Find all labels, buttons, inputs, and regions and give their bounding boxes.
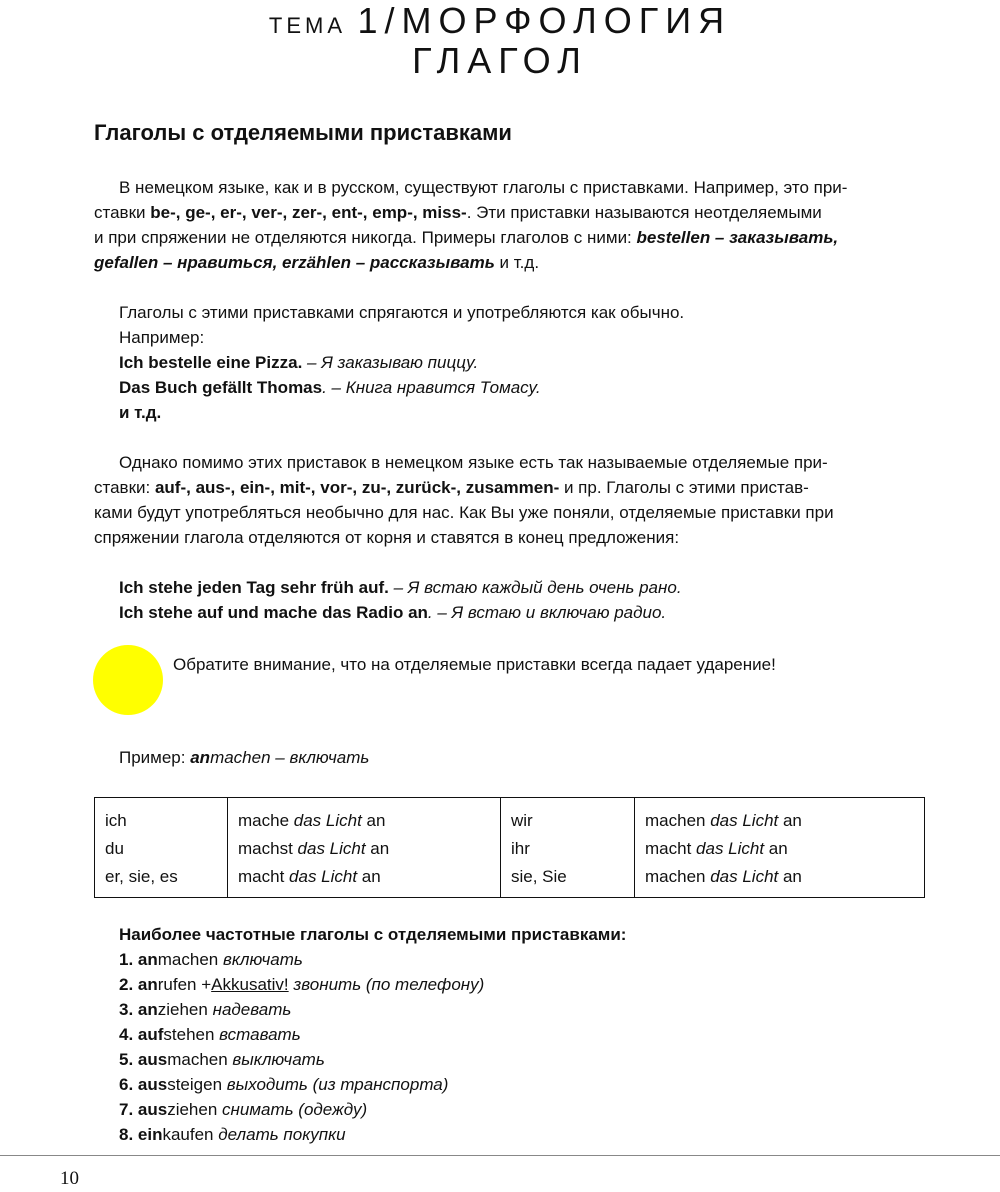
list-item	[119, 1000, 291, 1020]
translation: снимать (одежду)	[217, 1100, 368, 1119]
para2-line2: Например:	[119, 328, 205, 347]
verb-root: machen	[157, 950, 219, 969]
verb: machst	[238, 839, 298, 858]
object: das Licht	[710, 811, 779, 830]
text-run: ставки	[94, 203, 151, 222]
para3-line1: Однако помимо этих приставок в немецком языке есть так называемые отделяемые при-	[119, 453, 828, 472]
para1-line4	[94, 253, 539, 273]
example-line	[119, 748, 369, 768]
example-sentence	[119, 378, 541, 398]
prefix: an	[137, 975, 158, 994]
particle: an	[361, 811, 386, 830]
footer-divider	[0, 1155, 1000, 1156]
section-heading: Глаголы с отделяемыми приставками	[94, 120, 512, 145]
german-sentence: Das Buch gefällt Thomas	[119, 378, 323, 397]
example-sentence	[119, 353, 478, 373]
para3-line4: спряжении глагола отделяются от корня и ставятся в конец предложения:	[94, 528, 680, 547]
para1-line1: В немецком языке, как и в русском, существуют глаголы с приставками. Например, это при-	[119, 178, 848, 197]
verb: mache	[238, 811, 294, 830]
translation: выключать	[227, 1050, 325, 1069]
note-text: Обратите внимание, что на отделяемые приставки всегда падает ударение!	[173, 655, 776, 674]
object: das Licht	[297, 839, 366, 858]
particle: an	[365, 839, 390, 858]
pronoun: ich	[105, 811, 127, 830]
verb-root: ziehen	[157, 1000, 208, 1019]
german-sentence: Ich bestelle eine Pizza.	[119, 353, 303, 372]
list-item	[119, 975, 484, 995]
prefix: aus	[137, 1100, 168, 1119]
translation: выходить (из транспорта)	[222, 1075, 449, 1094]
item-number: 7.	[119, 1100, 138, 1119]
para2-line1: Глаголы с этими приставками спрягаются и употребляются как обычно.	[119, 303, 685, 322]
verb-example: bestellen – заказывать,	[636, 228, 839, 247]
verb-root: steigen	[167, 1075, 223, 1094]
object: das Licht	[293, 811, 362, 830]
prefix: ein	[137, 1125, 163, 1144]
frequent-heading: Наиболее частотные глаголы с отделяемыми приставками:	[119, 925, 627, 944]
para3-line3: ками будут употребляться необычно для нас. Как Вы уже поняли, отделяемые приставки при	[94, 503, 834, 522]
list-item	[119, 950, 303, 970]
verb-form	[238, 807, 490, 835]
particle: an	[778, 811, 802, 830]
list-item	[119, 1125, 346, 1145]
object: das Licht	[710, 867, 779, 886]
verb: macht	[238, 867, 290, 886]
verb: machen	[645, 867, 711, 886]
russian-translation: – Я встаю каждый день очень рано.	[388, 578, 682, 597]
verb-form	[645, 835, 914, 863]
example-sentence	[119, 603, 666, 623]
prefix: an	[137, 1000, 158, 1019]
yellow-circle-icon	[93, 645, 163, 715]
verb-form	[238, 863, 490, 891]
text-run: Пример:	[119, 748, 191, 767]
prefix: aus	[137, 1075, 168, 1094]
particle: an	[357, 867, 381, 886]
para3-line2	[94, 478, 809, 498]
tema-label: ТЕМА	[268, 13, 347, 38]
right-pronouns-cell	[501, 798, 635, 898]
item-number: 8.	[119, 1125, 138, 1144]
object: das Licht	[696, 839, 765, 858]
verb-form	[645, 807, 914, 835]
verb-root: stehen	[163, 1025, 215, 1044]
chapter-subtitle: ГЛАГОЛ	[412, 40, 588, 81]
text-run: и т.д.	[494, 253, 540, 272]
pronoun: wir	[511, 811, 533, 830]
translation: делать покупки	[213, 1125, 346, 1144]
pronoun: ihr	[511, 839, 530, 858]
item-number: 1.	[119, 950, 138, 969]
verb-form	[645, 863, 914, 891]
list-item	[119, 1025, 301, 1045]
chapter-title	[0, 0, 1000, 42]
list-item	[119, 1075, 448, 1095]
verb-root: rufen +	[157, 975, 212, 994]
prefix: auf	[137, 1025, 164, 1044]
particle: an	[764, 839, 788, 858]
page-number: 10	[60, 1168, 79, 1189]
text-run: и при спряжении не отделяются никогда. Примеры глаголов с ними:	[94, 228, 637, 247]
prefix: an	[190, 748, 211, 767]
right-forms-cell	[635, 798, 925, 898]
table-row	[95, 798, 925, 898]
left-pronouns-cell	[95, 798, 228, 898]
object: das Licht	[289, 867, 358, 886]
item-number: 4.	[119, 1025, 138, 1044]
list-item	[119, 1100, 367, 1120]
etc-label: и т.д.	[119, 403, 162, 422]
verb: macht	[645, 839, 697, 858]
russian-translation: – Я заказываю пиццу.	[302, 353, 479, 372]
pronoun: du	[105, 839, 124, 858]
german-sentence: Ich stehe auf und mache das Radio an	[119, 603, 428, 622]
prefix: an	[137, 950, 158, 969]
text-run: machen – включать	[210, 748, 370, 767]
verb-root: ziehen	[167, 1100, 218, 1119]
item-number: 3.	[119, 1000, 138, 1019]
list-item	[119, 1050, 325, 1070]
verb-root: kaufen	[162, 1125, 214, 1144]
translation: надевать	[207, 1000, 292, 1019]
topic-label: 1/МОРФОЛОГИЯ	[357, 0, 732, 41]
example-sentence	[119, 578, 682, 598]
translation: включать	[218, 950, 303, 969]
pronoun: er, sie, es	[105, 867, 178, 886]
pronoun: sie, Sie	[511, 867, 567, 886]
prefix-list: be-, ge-, er-, ver-, zer-, ent-, emp-, miss-	[150, 203, 467, 222]
left-forms-cell	[228, 798, 501, 898]
case-note: Akkusativ!	[211, 975, 289, 994]
conjugation-table	[94, 797, 925, 898]
verb-example: gefallen – нравиться, erzählen – рассказывать	[94, 253, 495, 272]
item-number: 6.	[119, 1075, 138, 1094]
russian-translation: . – Книга нравится Томасу.	[322, 378, 541, 397]
item-number: 2.	[119, 975, 138, 994]
german-sentence: Ich stehe jeden Tag sehr früh auf.	[119, 578, 389, 597]
text-run: ставки:	[94, 478, 155, 497]
verb-root: machen	[167, 1050, 228, 1069]
text-run: . Эти приставки называются неотделяемыми	[466, 203, 822, 222]
translation: звонить (по телефону)	[288, 975, 485, 994]
prefix-list: auf-, aus-, ein-, mit-, vor-, zu-, zurück-, zusammen-	[154, 478, 560, 497]
para1-line3	[94, 228, 838, 248]
verb: machen	[645, 811, 711, 830]
para1-line2	[94, 203, 822, 223]
text-run: и пр. Глаголы с этими пристав-	[559, 478, 809, 497]
prefix: aus	[137, 1050, 168, 1069]
particle: an	[778, 867, 802, 886]
item-number: 5.	[119, 1050, 138, 1069]
russian-translation: . – Я встаю и включаю радио.	[427, 603, 667, 622]
verb-form	[238, 835, 490, 863]
translation: вставать	[214, 1025, 301, 1044]
